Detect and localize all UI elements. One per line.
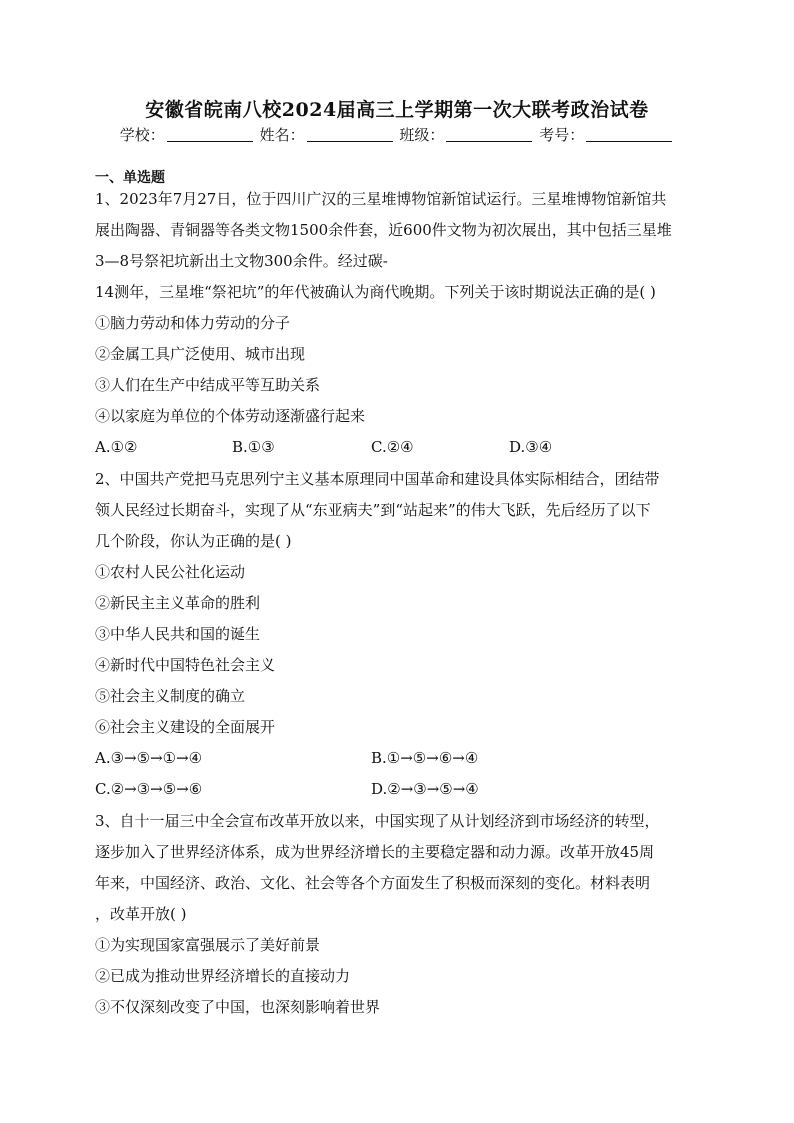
question-item: ③不仅深刻改变了中国，也深刻影响着世界 xyxy=(95,998,381,1016)
question-item: ②金属工具广泛使用、城市出现 xyxy=(95,345,306,363)
question-item: ④以家庭为单位的个体劳动逐渐盛行起来 xyxy=(95,407,366,425)
question-3 xyxy=(95,806,699,1023)
question-1 xyxy=(95,184,699,463)
question-stem-line: 3—8号祭祀坑新出土文物300余件。经过碳- xyxy=(95,252,388,270)
name-blank[interactable] xyxy=(307,127,393,142)
exam-number-blank[interactable] xyxy=(586,127,672,142)
question-stem-line: 展出陶器、青铜器等各类文物1500余件套，近600件文物为初次展出，其中包括三星堆 xyxy=(95,221,672,239)
class-label: 班级： xyxy=(399,126,445,144)
option-b[interactable]: B.①→⑤→⑥→④ xyxy=(371,749,479,767)
option-b[interactable]: B.①③ xyxy=(232,438,275,456)
question-item: ③中华人民共和国的诞生 xyxy=(95,625,261,643)
exam-title: 安徽省皖南八校2024届高三上学期第一次大联考政治试卷 xyxy=(145,99,649,121)
student-info-line xyxy=(0,124,794,145)
question-item: ①为实现国家富强展示了美好前景 xyxy=(95,936,321,954)
question-item: ③人们在生产中结成平等互助关系 xyxy=(95,376,321,394)
question-item: ④新时代中国特色社会主义 xyxy=(95,656,276,674)
exam-number-label: 考号： xyxy=(539,126,585,144)
option-d[interactable]: D.②→③→⑤→④ xyxy=(371,780,479,798)
question-stem-line: 逐步加入了世界经济体系，成为世界经济增长的主要稳定器和动力源。改革开放45周 xyxy=(95,843,655,861)
question-item: ②已成为推动世界经济增长的直接动力 xyxy=(95,967,351,985)
school-label: 学校： xyxy=(119,126,165,144)
question-stem-line: ，改革开放( ) xyxy=(95,905,187,923)
question-stem-line: 领人民经过长期奋斗，实现了从“东亚病夫”到“站起来”的伟大飞跃，先后经历了以下 xyxy=(95,501,651,519)
question-stem-line: 3、自十一届三中全会宣布改革开放以来，中国实现了从计划经济到市场经济的转型， xyxy=(95,812,660,830)
option-c[interactable]: C.②→③→⑤→⑥ xyxy=(95,780,203,798)
answer-options xyxy=(95,432,699,463)
option-d[interactable]: D.③④ xyxy=(509,438,553,456)
name-label: 姓名： xyxy=(259,126,305,144)
question-item: ②新民主主义革命的胜利 xyxy=(95,594,261,612)
option-a[interactable]: A.③→⑤→①→④ xyxy=(95,749,203,767)
answer-options-row-2 xyxy=(95,774,699,805)
option-a[interactable]: A.①② xyxy=(95,438,138,456)
question-2 xyxy=(95,464,699,805)
class-blank[interactable] xyxy=(446,127,532,142)
question-item: ①脑力劳动和体力劳动的分子 xyxy=(95,314,291,332)
answer-options-row-1 xyxy=(95,743,699,774)
question-stem-line: 年来，中国经济、政治、文化、社会等各个方面发生了积极而深刻的变化。材料表明 xyxy=(95,874,651,892)
question-item: ⑤社会主义制度的确立 xyxy=(95,687,246,705)
school-blank[interactable] xyxy=(167,127,253,142)
question-item: ①农村人民公社化运动 xyxy=(95,563,246,581)
section-heading: 一、单选题 xyxy=(95,170,165,186)
question-stem-line: 1、2023年7月27日，位于四川广汉的三星堆博物馆新馆试运行。三星堆博物馆新馆共 xyxy=(95,190,667,208)
question-stem-line: 几个阶段，你认为正确的是( ) xyxy=(95,532,292,550)
question-stem-line: 14测年，三星堆“祭祀坑”的年代被确认为商代晚期。下列关于该时期说法正确的是( ) xyxy=(95,283,656,301)
question-stem-line: 2、中国共产党把马克思列宁主义基本原理同中国革命和建设具体实际相结合，团结带 xyxy=(95,470,660,488)
question-item: ⑥社会主义建设的全面展开 xyxy=(95,718,276,736)
option-c[interactable]: C.②④ xyxy=(371,438,414,456)
